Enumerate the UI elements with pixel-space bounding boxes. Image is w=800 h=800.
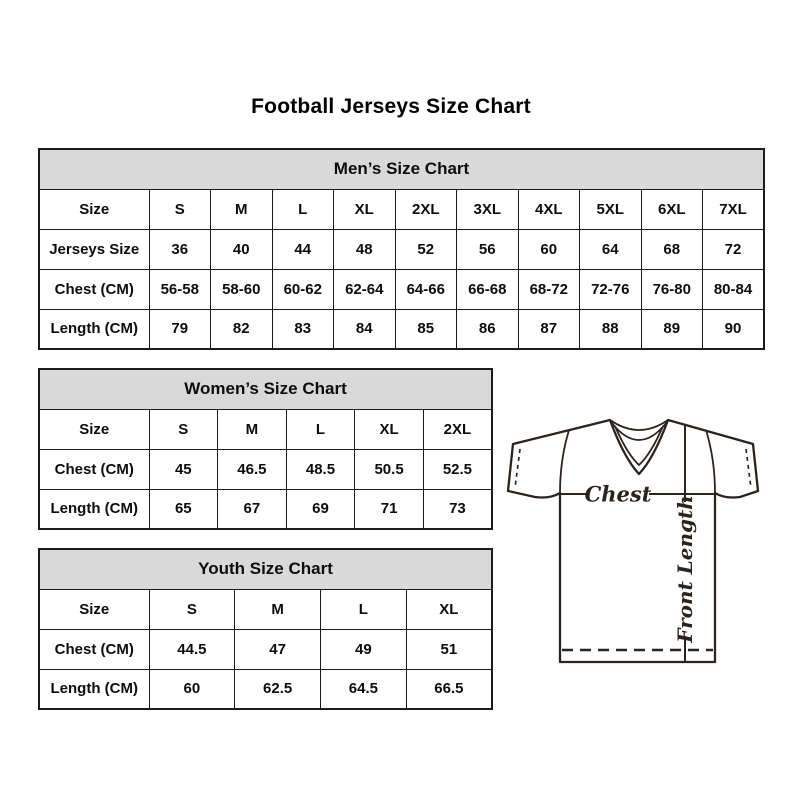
value-cell: 60 (518, 229, 580, 269)
mens-size-chart-table (38, 148, 765, 350)
table-section-header-row (39, 549, 492, 589)
value-cell: 88 (580, 309, 642, 349)
table-title: Women’s Size Chart (39, 369, 492, 409)
value-cell: 46.5 (218, 449, 287, 489)
value-cell: 62-64 (334, 269, 396, 309)
value-cell: 68-72 (518, 269, 580, 309)
value-cell: S (149, 409, 218, 449)
value-cell: 6XL (641, 189, 703, 229)
value-cell: 64.5 (321, 669, 407, 709)
value-cell: XL (334, 189, 396, 229)
row-label: Size (39, 189, 149, 229)
jersey-outline (508, 420, 758, 662)
value-cell: 48.5 (286, 449, 355, 489)
value-cell: 73 (423, 489, 492, 529)
value-cell: 72-76 (580, 269, 642, 309)
value-cell: 48 (334, 229, 396, 269)
womens-size-chart-table (38, 368, 493, 530)
table-row (39, 669, 492, 709)
table-row (39, 409, 492, 449)
value-cell: 83 (272, 309, 334, 349)
value-cell: L (321, 589, 407, 629)
value-cell: 79 (149, 309, 211, 349)
value-cell: 56 (457, 229, 519, 269)
value-cell: 64-66 (395, 269, 457, 309)
value-cell: 72 (703, 229, 765, 269)
youth-size-chart-table (38, 548, 493, 710)
value-cell: 4XL (518, 189, 580, 229)
value-cell: 3XL (457, 189, 519, 229)
value-cell: 2XL (395, 189, 457, 229)
value-cell: 5XL (580, 189, 642, 229)
value-cell: 2XL (423, 409, 492, 449)
value-cell: 49 (321, 629, 407, 669)
value-cell: 44 (272, 229, 334, 269)
value-cell: 66-68 (457, 269, 519, 309)
value-cell: 76-80 (641, 269, 703, 309)
value-cell: 7XL (703, 189, 765, 229)
value-cell: 84 (334, 309, 396, 349)
table-row (39, 229, 764, 269)
value-cell: 36 (149, 229, 211, 269)
value-cell: 56-58 (149, 269, 211, 309)
table-section-header-row (39, 369, 492, 409)
value-cell: 90 (703, 309, 765, 349)
value-cell: 52.5 (423, 449, 492, 489)
row-label: Length (CM) (39, 309, 149, 349)
value-cell: 40 (211, 229, 273, 269)
value-cell: 65 (149, 489, 218, 529)
value-cell: 50.5 (355, 449, 424, 489)
table-row (39, 489, 492, 529)
table-row (39, 309, 764, 349)
front-length-label: Front Length (673, 495, 697, 643)
value-cell: M (218, 409, 287, 449)
value-cell: M (211, 189, 273, 229)
value-cell: 69 (286, 489, 355, 529)
value-cell: 58-60 (211, 269, 273, 309)
value-cell: 86 (457, 309, 519, 349)
row-label: Chest (CM) (39, 629, 149, 669)
row-label: Size (39, 589, 149, 629)
value-cell: 45 (149, 449, 218, 489)
table-row (39, 449, 492, 489)
row-label: Length (CM) (39, 669, 149, 709)
value-cell: 85 (395, 309, 457, 349)
value-cell: 60 (149, 669, 235, 709)
row-label: Chest (CM) (39, 449, 149, 489)
value-cell: 44.5 (149, 629, 235, 669)
row-label: Jerseys Size (39, 229, 149, 269)
table-row (39, 189, 764, 229)
value-cell: L (272, 189, 334, 229)
value-cell: XL (355, 409, 424, 449)
value-cell: L (286, 409, 355, 449)
value-cell: 47 (235, 629, 321, 669)
value-cell: 51 (406, 629, 492, 669)
chest-label: Chest (584, 481, 652, 507)
value-cell: M (235, 589, 321, 629)
value-cell: 62.5 (235, 669, 321, 709)
row-label: Size (39, 409, 149, 449)
page-title: Football Jerseys Size Chart (251, 95, 531, 118)
value-cell: 67 (218, 489, 287, 529)
value-cell: S (149, 189, 211, 229)
value-cell: 71 (355, 489, 424, 529)
row-label: Length (CM) (39, 489, 149, 529)
value-cell: 68 (641, 229, 703, 269)
value-cell: 52 (395, 229, 457, 269)
value-cell: 82 (211, 309, 273, 349)
value-cell: 87 (518, 309, 580, 349)
value-cell: XL (406, 589, 492, 629)
table-title: Youth Size Chart (39, 549, 492, 589)
table-row (39, 629, 492, 669)
value-cell: 60-62 (272, 269, 334, 309)
table-title: Men’s Size Chart (39, 149, 764, 189)
value-cell: S (149, 589, 235, 629)
table-row (39, 269, 764, 309)
value-cell: 64 (580, 229, 642, 269)
value-cell: 66.5 (406, 669, 492, 709)
table-row (39, 589, 492, 629)
jersey-measurement-diagram (505, 398, 763, 670)
value-cell: 80-84 (703, 269, 765, 309)
value-cell: 89 (641, 309, 703, 349)
row-label: Chest (CM) (39, 269, 149, 309)
table-section-header-row (39, 149, 764, 189)
